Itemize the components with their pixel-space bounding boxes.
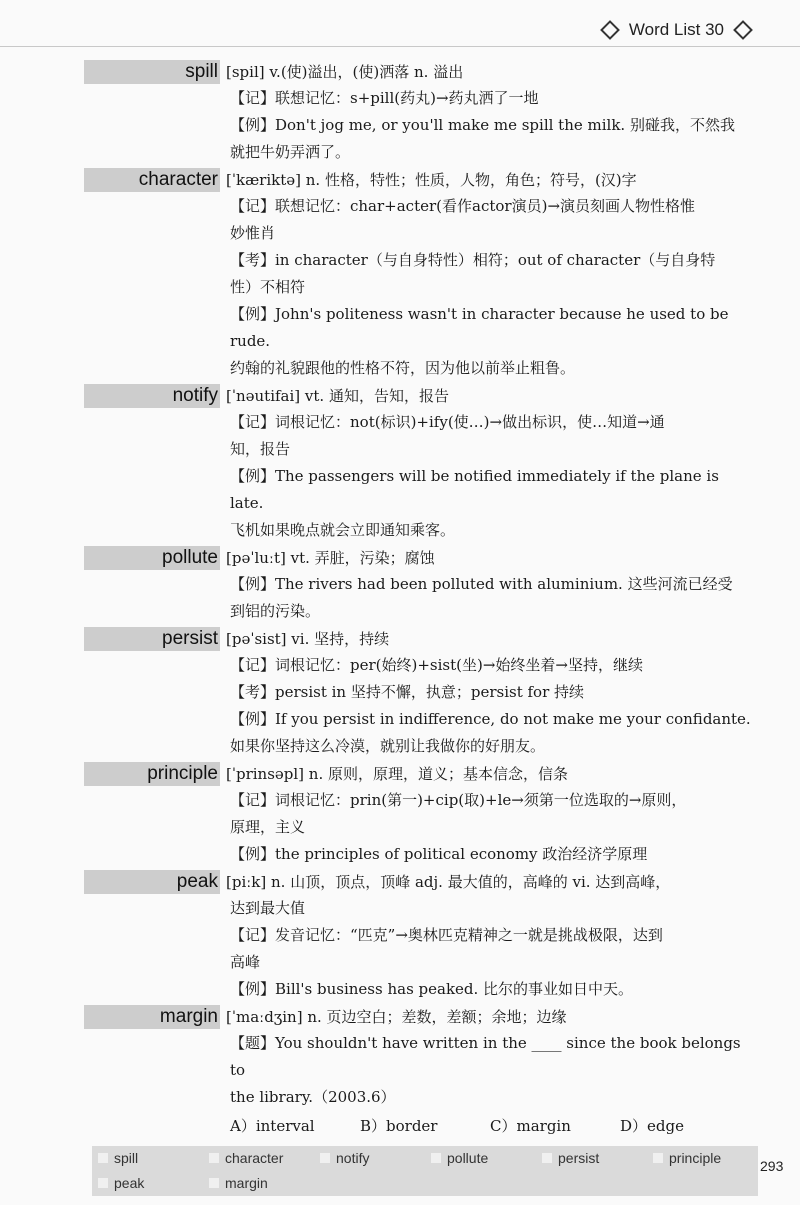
definition: [ˈkæriktə] n. 性格，特性；性质，人物，角色；符号，(汉)字 [226, 171, 637, 189]
checkbox-icon [542, 1153, 552, 1163]
entry-line: 【考】persist in 坚持不懈，执意；persist for 持续 [230, 683, 585, 701]
entry-peak [0, 868, 800, 1003]
checkbox-icon [98, 1153, 108, 1163]
headword: peak [176, 871, 218, 892]
word-index-footer [92, 1146, 758, 1196]
entry-line: 高峰 [230, 953, 261, 971]
entry-line: 【例】If you persist in indifference, do not make me your confidante. [230, 710, 751, 728]
footer-word: peak [92, 1171, 203, 1196]
checkbox-icon [209, 1153, 219, 1163]
entry-line: 【例】The passengers will be notified immediately if the plane is late. [230, 467, 719, 512]
checkbox-icon [209, 1178, 219, 1188]
entry-line: 【记】词根记忆：prin(第一)+cip(取)+le→须第一位选取的→原则， [230, 791, 687, 809]
choice-d: D）edge [620, 1117, 684, 1135]
entry-line: 【记】词根记忆：not(标识)+ify(使…)→做出标识，使…知道→通 [230, 413, 665, 431]
entry-line: 【记】词根记忆：per(始终)+sist(坐)→始终坐着→坚持，继续 [230, 656, 643, 674]
entry-character [0, 166, 800, 382]
headword: pollute [162, 547, 218, 568]
entry-principle [0, 760, 800, 868]
entry-line: 【记】联想记忆：char+acter(看作actor演员)→演员刻画人物性格惟 [230, 197, 696, 215]
entry-margin [0, 1003, 800, 1141]
entry-line: 到铝的污染。 [230, 602, 321, 620]
headword: margin [159, 1006, 218, 1027]
word-entries [0, 58, 800, 1141]
entry-line: 妙惟肖 [230, 224, 276, 242]
entry-line: 达到最大值 [230, 899, 306, 917]
page-header [597, 18, 756, 42]
answer-choices [230, 1111, 756, 1141]
entry-line: 原理，主义 [230, 818, 306, 836]
entry-line: 知，报告 [230, 440, 291, 458]
definition: [ˈnəutifai] vt. 通知，告知，报告 [226, 387, 449, 405]
entry-line: 如果你坚持这么冷漠，就别让我做你的好朋友。 [230, 737, 546, 755]
entry-line: 性）不相符 [230, 278, 306, 296]
definition: [piːk] n. 山顶，顶点，顶峰 adj. 最大值的，高峰的 vi. 达到高峰， [226, 873, 671, 891]
entry-line: 【例】Bill's business has peaked. 比尔的事业如日中天。 [230, 980, 634, 998]
entry-line: 【例】Don't jog me, or you'll make me spill the milk. 别碰我，不然我 [230, 116, 735, 134]
entry-line: 飞机如果晚点就会立即通知乘客。 [230, 521, 456, 539]
entry-persist [0, 625, 800, 760]
headword: persist [162, 628, 218, 649]
headword: principle [147, 763, 218, 784]
footer-word: spill [92, 1146, 203, 1171]
footer-word: character [203, 1146, 314, 1171]
diamond-icon [733, 20, 753, 40]
choice-a: A）interval [230, 1117, 315, 1135]
definition: [pəˈluːt] vt. 弄脏，污染；腐蚀 [226, 549, 435, 567]
headword: spill [185, 61, 218, 82]
entry-notify [0, 382, 800, 544]
entry-line: 【例】John's politeness wasn't in character because he used to be rude. [230, 305, 729, 350]
entry-pollute [0, 544, 800, 625]
entry-line: 【题】You shouldn't have written in the ____ since the book belongs to [230, 1034, 741, 1079]
entry-line: 【例】the principles of political economy 政治经济学原理 [230, 845, 648, 863]
headword: character [138, 169, 218, 190]
entry-line: 约翰的礼貌跟他的性格不符，因为他以前举止粗鲁。 [230, 359, 576, 377]
checkbox-icon [653, 1153, 663, 1163]
page-number: 293 [760, 1158, 784, 1174]
entry-line: 【记】联想记忆：s+pill(药丸)→药丸洒了一地 [230, 89, 539, 107]
choice-c: C）margin [490, 1117, 571, 1135]
entry-line: the library.（2003.6） [230, 1088, 396, 1106]
headword: notify [172, 385, 218, 406]
checkbox-icon [98, 1178, 108, 1188]
definition: [spil] v.(使)溢出，(使)洒落 n. 溢出 [226, 63, 464, 81]
definition: [pəˈsist] vi. 坚持，持续 [226, 630, 390, 648]
entry-spill [0, 58, 800, 166]
header-divider [0, 46, 800, 47]
choice-b: B）border [360, 1117, 438, 1135]
footer-word: notify [314, 1146, 425, 1171]
footer-word: margin [203, 1171, 314, 1196]
entry-line: 【例】The rivers had been polluted with aluminium. 这些河流已经受 [230, 575, 733, 593]
definition: [ˈmaːdʒin] n. 页边空白；差数，差额；余地；边缘 [226, 1008, 567, 1026]
entry-line: 【考】in character（与自身特性）相符；out of character（与自身特 [230, 251, 716, 269]
checkbox-icon [320, 1153, 330, 1163]
entry-line: 就把牛奶弄洒了。 [230, 143, 351, 161]
footer-word: principle [647, 1146, 758, 1171]
header-title: Word List 30 [628, 20, 724, 39]
footer-word: persist [536, 1146, 647, 1171]
checkbox-icon [431, 1153, 441, 1163]
definition: [ˈprinsəpl] n. 原则，原理，道义；基本信念，信条 [226, 765, 568, 783]
entry-line: 【记】发音记忆：“匹克”→奥林匹克精神之一就是挑战极限，达到 [230, 926, 663, 944]
diamond-icon [600, 20, 620, 40]
footer-word: pollute [425, 1146, 536, 1171]
